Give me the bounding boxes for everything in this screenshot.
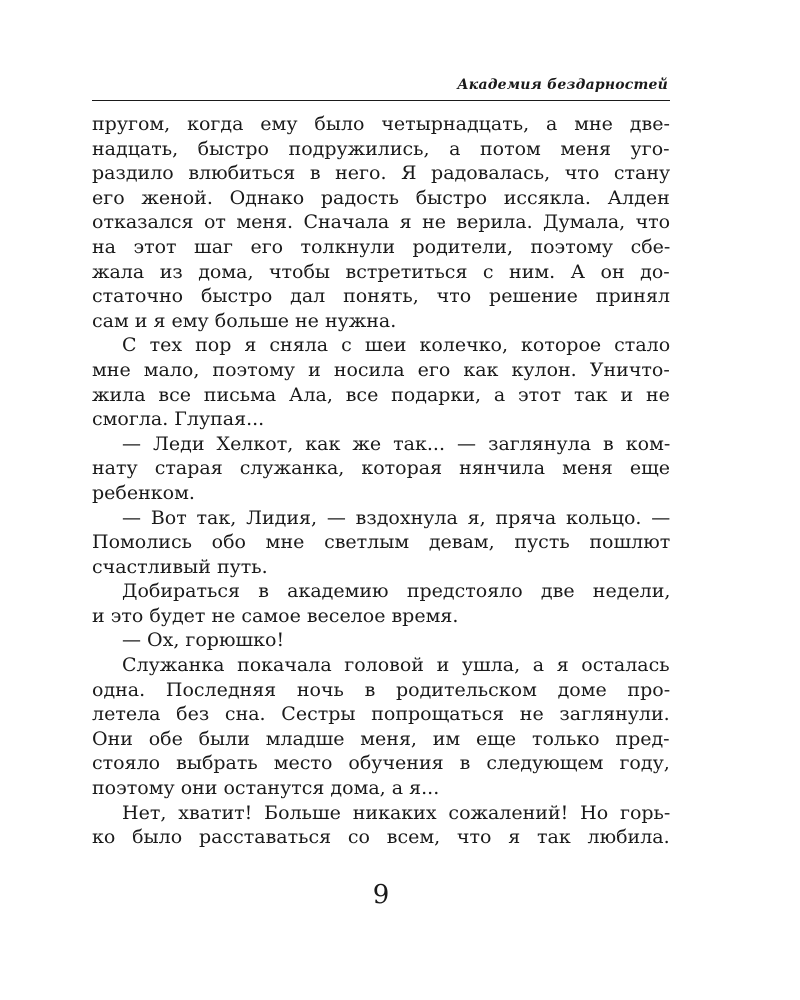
text-line: ко было расставаться со всем, что я так любила. bbox=[92, 826, 670, 849]
text-line: жала из дома, чтобы встретиться с ним. А он до- bbox=[92, 260, 670, 283]
body-text bbox=[92, 112, 670, 850]
text-line: поэтому они останутся дома, а я... bbox=[92, 777, 440, 800]
text-line: Служанка покачала головой и ушла, а я осталась bbox=[122, 654, 670, 677]
text-line: счастливый путь. bbox=[92, 555, 268, 578]
text-line: жила все письма Ала, все подарки, а этот так и не bbox=[92, 383, 670, 406]
running-title: Академия бездарностей bbox=[457, 77, 668, 93]
text-line: сам и я ему больше не нужна. bbox=[92, 309, 397, 332]
text-line: Нет, хватит! Больше никаких сожалений! Но горь- bbox=[122, 801, 671, 824]
text-line: на этот шаг его толкнули родители, поэтому сбе- bbox=[92, 235, 671, 258]
text-line: раздило влюбиться в него. Я радовалась, что стану bbox=[92, 162, 671, 185]
text-line: смогла. Глупая... bbox=[92, 408, 265, 431]
running-header bbox=[92, 76, 670, 101]
text-line: отказался от меня. Сначала я не верила. Думала, что bbox=[92, 211, 671, 234]
text-line: статочно быстро дал понять, что решение принял bbox=[92, 285, 670, 308]
text-line: летела без сна. Сестры попрощаться не заглянули. bbox=[92, 703, 670, 726]
text-line: и это будет не самое веселое время. bbox=[92, 604, 459, 627]
text-line: — Вот так, Лидия, — вздохнула я, пряча кольцо. — bbox=[122, 506, 671, 529]
text-line: — Ох, горюшко! bbox=[122, 629, 285, 652]
page-number: 9 bbox=[372, 880, 390, 910]
text-line: его женой. Однако радость быстро иссякла. Алден bbox=[92, 186, 670, 209]
text-line: надцать, быстро подружились, а потом меня уго- bbox=[92, 137, 670, 160]
text-line: ребенком. bbox=[92, 481, 195, 504]
text-line: пругом, когда ему было четырнадцать, а мне две- bbox=[92, 113, 670, 135]
text-line: Они обе были младше меня, им еще только пред- bbox=[92, 727, 670, 750]
text-line: одна. Последняя ночь в родительском доме про- bbox=[92, 678, 671, 701]
text-line: С тех пор я сняла с шеи колечко, которое стало bbox=[122, 334, 671, 357]
text-line: — Леди Хелкот, как же так... — заглянула в ком- bbox=[122, 432, 671, 455]
text-line: стояло выбрать место обучения в следующем году, bbox=[92, 752, 670, 775]
text-line: Добираться в академию предстояло две недели, bbox=[122, 580, 671, 603]
text-line: мне мало, поэтому и носила его как кулон. Уничто- bbox=[92, 358, 670, 381]
text-line: нату старая служанка, которая нянчила меня еще bbox=[92, 457, 670, 480]
text-line: Помолись обо мне светлым девам, пусть пошлют bbox=[92, 531, 671, 554]
